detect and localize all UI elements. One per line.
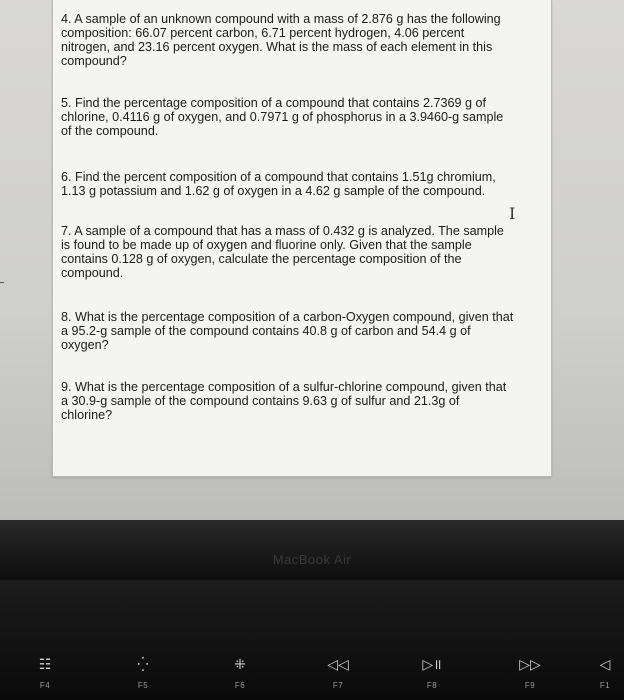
question-5: 5. Find the percentage composition of a compound that contains 2.7369 g of chlorine, 0.4116 g of oxygen, and 0.7971 g of phosphorus in a 3.9460-g sample of the compound. — [61, 96, 504, 138]
rewind-icon: ◁◁ — [327, 656, 349, 672]
key-label: F4 — [39, 681, 51, 690]
key-label: F1 — [599, 681, 611, 690]
f7-key[interactable] — [308, 655, 368, 690]
mute-icon: ◁ — [599, 656, 611, 672]
question-7: 7. A sample of a compound that has a mass of 0.432 g is analyzed. The sample is found to be made up of oxygen and fluorine only. Given that the sample contains 0.128 g of oxygen, calculate the percentage composition of the compound. — [61, 224, 504, 280]
f9-key[interactable] — [500, 655, 560, 690]
question-8: 8. What is the percentage composition of a carbon-Oxygen compound, given that a 95.2-g sample of the compound contains 40.8 g of carbon and 54.4 g of oxygen? — [61, 310, 514, 352]
edge-marker — [0, 282, 4, 283]
launchpad-icon: ☷ — [38, 656, 52, 672]
document-panel — [52, 0, 552, 477]
f6-key[interactable] — [210, 655, 270, 690]
screen-bezel — [0, 520, 624, 580]
key-label: F8 — [426, 681, 438, 690]
text-cursor-icon: I — [509, 204, 516, 223]
bezel-brand-label: MacBook Air — [272, 552, 352, 567]
play-pause-icon: ▷॥ — [422, 656, 442, 672]
question-4: 4. A sample of an unknown compound with a mass of 2.876 g has the following composition: 66.07 percent carbon, 6.71 percent hydrogen, 4.06 percent nitrogen, and 23.16 percent oxygen. What is the mass of each element in this compound? — [61, 12, 501, 68]
key-label: F6 — [234, 681, 246, 690]
f8-key[interactable] — [402, 655, 462, 690]
fast-forward-icon: ▷▷ — [519, 656, 541, 672]
key-label: F5 — [137, 681, 149, 690]
key-label: F9 — [524, 681, 536, 690]
f4-key[interactable] — [15, 655, 75, 690]
f5-key[interactable] — [113, 655, 173, 690]
key-label: F7 — [332, 681, 344, 690]
f10-key[interactable] — [586, 655, 624, 690]
keyboard-brightness-down-icon: ⁛ — [137, 656, 149, 672]
question-9: 9. What is the percentage composition of a sulfur-chlorine compound, given that a 30.9-g sample of the compound contains 9.63 g of sulfur and 21.3g of chlorine? — [61, 380, 507, 422]
keyboard-brightness-up-icon: ⁜ — [234, 656, 246, 672]
question-6: 6. Find the percent composition of a compound that contains 1.51g chromium, 1.13 g potassium and 1.62 g of oxygen in a 4.62 g sample of the compound. — [61, 170, 496, 198]
